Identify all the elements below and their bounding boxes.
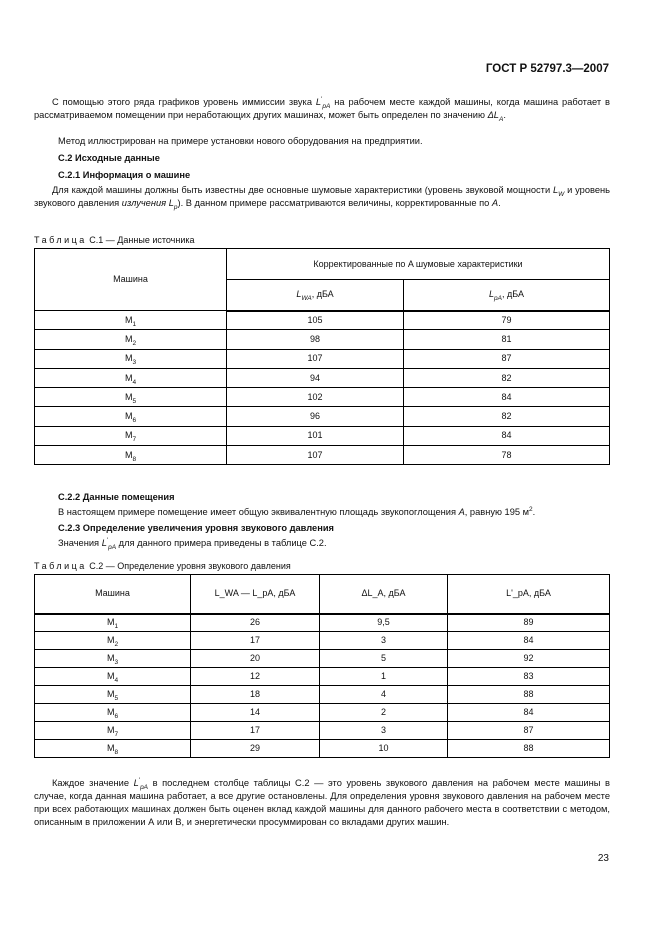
table-row [35,722,610,740]
paragraph-conclusion: Каждое значение $L'_{pA}$ в последнем столбце таблицы С.2 — это уровень звукового давления на рабочем месте машины в случае, когда данная машина работает, а все другие остановлены. Для определения уровня звукового давления на рабочем месте при всех работающих машинах должен быть оценен вклад каждой машины для данного рабочего места в соответствии с методом, описанным в приложении А или В, и энергетически просуммирован со вкладами других машин. [34,776,610,827]
table-row [35,740,610,758]
value-cell: 12 [191,668,320,686]
heading-c21: С.2.1 Информация о машине [58,170,191,180]
table-c2 [34,574,610,758]
machine-cell: $M_4$ [35,668,191,686]
header-delta-la: ΔL_A, дБА [320,575,448,614]
value-cell: 29 [191,740,320,758]
table-row [35,426,610,445]
heading-c22: С.2.2 Данные помещения [58,492,175,502]
value-cell: 94 [227,368,404,387]
table-row [35,311,610,330]
table-c2-caption: Таблица С.2 — Определение уровня звукового давления [34,561,291,571]
paragraph-method: Метод иллюстрирован на примере установки нового оборудования на предприятии. [58,136,423,146]
value-cell: 107 [227,446,404,465]
value-cell: 78 [404,446,610,465]
value-cell: 107 [227,349,404,368]
value-cell: 83 [448,668,610,686]
value-cell: 17 [191,722,320,740]
table-row [35,704,610,722]
machine-cell: $M_2$ [35,632,191,650]
value-cell: 87 [404,349,610,368]
value-cell: 14 [191,704,320,722]
heading-c23: С.2.3 Определение увеличения уровня звукового давления [58,523,334,533]
value-cell: 92 [448,650,610,668]
value-cell: 4 [320,686,448,704]
table-row [35,349,610,368]
value-cell: 1 [320,668,448,686]
value-cell: 2 [320,704,448,722]
table-c1 [34,248,610,465]
value-cell: 3 [320,722,448,740]
header-lwa: $L_{WA}$, дБА [227,280,404,311]
table-row [35,650,610,668]
paragraph-values: Значения $L'_{pA}$ для данного примера приведены в таблице С.2. [58,536,327,551]
value-cell: 82 [404,407,610,426]
header-lpa: $L_{pA}$, дБА [404,280,610,311]
table-row [35,668,610,686]
value-cell: 98 [227,330,404,349]
paragraph-room: В настоящем примере помещение имеет общую эквивалентную площадь звукопоглощения A, равную 195 $м^2$. [58,505,536,517]
value-cell: 5 [320,650,448,668]
value-cell: 3 [320,632,448,650]
header-lpa-prime: L'_pA, дБА [448,575,610,614]
value-cell: 88 [448,686,610,704]
value-cell: 96 [227,407,404,426]
value-cell: 102 [227,388,404,407]
value-cell: 79 [404,311,610,330]
value-cell: 17 [191,632,320,650]
header-level-diff: L_WA — L_pA, дБА [191,575,320,614]
machine-cell: $M_2$ [35,330,227,349]
standard-header: ГОСТ Р 52797.3—2007 [485,63,609,75]
machine-cell: $M_5$ [35,686,191,704]
page-number: 23 [597,853,609,864]
heading-c2: С.2 Исходные данные [58,153,160,163]
table-c1-caption: Таблица С.1 — Данные источника [34,235,195,245]
machine-cell: $M_3$ [35,349,227,368]
machine-cell: $M_4$ [35,368,227,387]
header-group: Корректированные по A шумовые характеристики [227,249,610,280]
value-cell: 84 [404,426,610,445]
value-cell: 81 [404,330,610,349]
machine-cell: $M_6$ [35,704,191,722]
machine-cell: $M_7$ [35,722,191,740]
machine-cell: $M_1$ [35,311,227,330]
value-cell: 9,5 [320,614,448,632]
value-cell: 18 [191,686,320,704]
value-cell: 26 [191,614,320,632]
value-cell: 82 [404,368,610,387]
paragraph-intro: С помощью этого ряда графиков уровень иммиссии звука $L'_{pA}$ на рабочем месте каждой машины, когда машина работает в рассматриваемом помещении при неработающих других машинах, может быть определен по значению $\Delta L_A$. [34,95,610,123]
machine-cell: $M_8$ [35,446,227,465]
table-row [35,632,610,650]
table-row [35,407,610,426]
header-machine: Машина [35,249,227,311]
machine-cell: $M_7$ [35,426,227,445]
table-row [35,614,610,632]
table-row [35,446,610,465]
value-cell: 84 [448,632,610,650]
value-cell: 89 [448,614,610,632]
table-row [35,686,610,704]
value-cell: 20 [191,650,320,668]
table-row [35,388,610,407]
value-cell: 84 [404,388,610,407]
value-cell: 105 [227,311,404,330]
machine-cell: $M_1$ [35,614,191,632]
value-cell: 87 [448,722,610,740]
header-machine: Машина [35,575,191,614]
table-row [35,330,610,349]
value-cell: 101 [227,426,404,445]
machine-cell: $M_5$ [35,388,227,407]
paragraph-machine-info: Для каждой машины должны быть известны две основные шумовые характеристики (уровень звуковой мощности $L_W$ и уровень звукового давления излучения $L_p$). В данном примере рассматриваются величины, корректированные по A. [34,185,610,211]
machine-cell: $M_3$ [35,650,191,668]
value-cell: 10 [320,740,448,758]
machine-cell: $M_6$ [35,407,227,426]
machine-cell: $M_8$ [35,740,191,758]
table-row [35,368,610,387]
value-cell: 84 [448,704,610,722]
value-cell: 88 [448,740,610,758]
